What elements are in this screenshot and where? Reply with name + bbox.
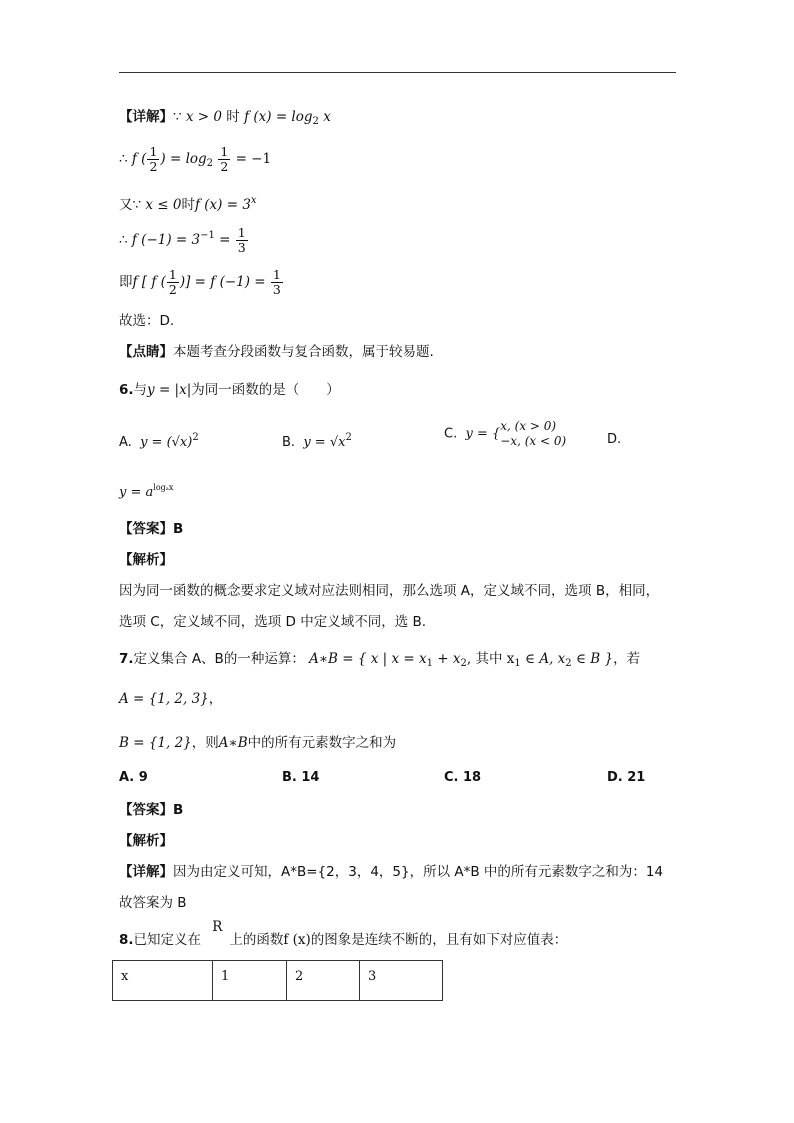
comment-line: 【点睛】本题考查分段函数与复合函数，属于较易题. <box>119 344 434 360</box>
q6-option-a: A. $y = (√x)^2$ <box>119 432 199 450</box>
q6-analysis-tag: 【解析】 <box>119 552 173 568</box>
detail-tag: 【详解】 <box>119 109 173 125</box>
q7-option-b: B. 14 <box>282 770 320 785</box>
q6-analysis-line-1: 因为同一函数的概念要求定义域对应法则相同，那么选项 A，定义域不同，选项 B，相同， <box>119 583 660 599</box>
q7-stem: 7.定义集合 A、B的一种运算： A∗B = { x | $x = x_1 + x_2$, 其中 $x_1$ ∈ A, $x_2$ ∈ B }，若 <box>119 651 641 669</box>
piecewise-cases: x, (x > 0) −x, (x < 0) <box>500 419 567 448</box>
value-table <box>112 960 443 1001</box>
q7-set-a: A = {1, 2, 3}， <box>119 691 223 707</box>
q7-option-a: A. 9 <box>119 770 148 785</box>
q6-option-c: C. y = { x, (x > 0) −x, (x < 0) <box>444 419 567 448</box>
fraction-half-2: $\frac{1}{2}$ <box>220 144 229 174</box>
table-cell: 3 <box>360 961 443 1001</box>
q6-analysis-line-2: 选项 C，定义域不同，选项 D 中定义域不同，选 B. <box>119 614 427 630</box>
detail-line-4: ∴ f $(-1) = 3^{-1}$ = $\frac{1}{3}$ <box>119 225 246 255</box>
q6-answer: 【答案】B <box>119 521 184 537</box>
header-rule <box>119 72 676 73</box>
q6-option-d-label: D. <box>607 432 622 447</box>
fraction-half: $\frac{1}{2}$ <box>149 144 158 174</box>
q8-stem: 8.已知定义在 R上的函数f (x)的图象是连续不断的，且有如下对应值表： <box>119 919 568 948</box>
table-row <box>113 961 443 1001</box>
q7-detail: 【详解】因为由定义可知，A*B={2，3，4，5}，所以 A*B 中的所有元素数字之和为：14 <box>119 864 664 880</box>
table-cell: 2 <box>287 961 360 1001</box>
table-cell: 1 <box>213 961 287 1001</box>
q6-option-b: B. $y = √x^2$ <box>282 432 352 450</box>
detail-line-1: 【详解】∵ x > 0 时 f $(x) = \log_2 x$ <box>119 109 331 127</box>
q7-conclusion: 故答案为 B <box>119 895 187 911</box>
fraction-third-2: $\frac{1}{3}$ <box>272 267 281 297</box>
domain-r: R <box>212 919 223 935</box>
detail-line-3: 又∵ x ≤ 0时f $(x) = 3^x$ <box>119 195 257 213</box>
detail-line-2: ∴ f ( $\frac{1}{2}$ ) = $\log_2$ $\frac{1}{2}$ = −1 <box>119 144 272 174</box>
q7-set-b: B = {1, 2}，则A∗B中的所有元素数字之和为 <box>119 735 397 751</box>
fraction-third: $\frac{1}{3}$ <box>237 225 246 255</box>
q7-answer: 【答案】B <box>119 802 184 818</box>
q6-option-d: $y = a^{log_ax}$ <box>119 483 174 500</box>
fraction-half-3: $\frac{1}{2}$ <box>168 267 177 297</box>
q7-option-d: D. 21 <box>607 770 646 785</box>
detail-choice: 故选：D. <box>119 313 175 329</box>
q7-option-c: C. 18 <box>444 770 482 785</box>
q7-analysis-tag: 【解析】 <box>119 833 173 849</box>
table-cell: x <box>113 961 213 1001</box>
detail-line-5: 即f [ f ( $\frac{1}{2}$ )] = f (−1) = $\frac{1}{3}$ <box>119 267 281 297</box>
q6-stem: 6.与y = |x|为同一函数的是（ ） <box>119 382 340 398</box>
